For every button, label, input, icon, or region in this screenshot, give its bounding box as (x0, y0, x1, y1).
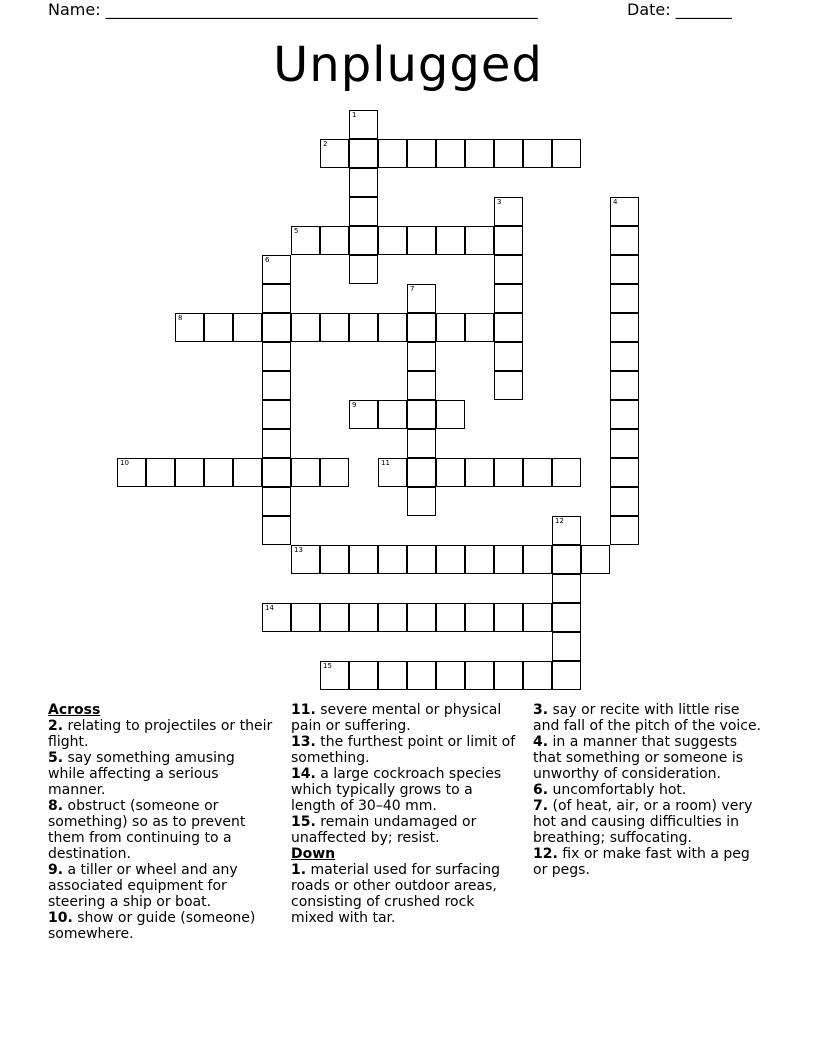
grid-cell[interactable] (378, 661, 407, 690)
grid-cell[interactable] (465, 545, 494, 574)
clue-number: 12 (555, 517, 564, 525)
grid-cell[interactable] (407, 487, 436, 516)
clue-num: 2. (48, 718, 64, 734)
grid-cell[interactable] (378, 545, 407, 574)
clue-text: uncomfortably hot. (548, 782, 687, 798)
clue-number: 15 (323, 662, 332, 670)
grid-cell[interactable] (610, 487, 639, 516)
grid-cell[interactable] (233, 458, 262, 487)
grid-cell[interactable] (465, 458, 494, 487)
grid-cell[interactable] (610, 458, 639, 487)
grid-cell[interactable] (233, 313, 262, 342)
clue-number: 8 (178, 314, 183, 322)
grid-cell[interactable] (349, 168, 378, 197)
grid-cell[interactable] (610, 516, 639, 545)
clue-text: fix or make fast with a peg or pegs. (533, 846, 750, 878)
grid-cell[interactable] (262, 342, 291, 371)
grid-cell[interactable] (407, 661, 436, 690)
grid-cell[interactable] (349, 255, 378, 284)
clue-number: 10 (120, 459, 129, 467)
clue-num: 8. (48, 798, 64, 814)
across-clue (48, 798, 273, 862)
grid-cell[interactable] (349, 197, 378, 226)
grid-cell[interactable] (494, 255, 523, 284)
grid-cell[interactable] (262, 284, 291, 313)
grid-cell[interactable] (407, 139, 436, 168)
grid-cell[interactable] (610, 313, 639, 342)
grid-cell[interactable] (465, 139, 494, 168)
grid-cell[interactable] (610, 197, 639, 226)
grid-cell[interactable] (494, 226, 523, 255)
grid-cell[interactable] (436, 400, 465, 429)
grid-cell[interactable] (378, 139, 407, 168)
clue-text: obstruct (someone or something) so as to prevent them from continuing to a destination. (48, 798, 246, 862)
grid-cell[interactable] (465, 313, 494, 342)
clue-number: 5 (294, 227, 299, 235)
clue-text: relating to projectiles or their flight. (48, 718, 273, 750)
grid-cell[interactable] (494, 197, 523, 226)
grid-cell[interactable] (494, 371, 523, 400)
down-clue (533, 798, 768, 846)
grid-cell[interactable] (494, 661, 523, 690)
across-clue (48, 750, 273, 798)
clue-text: in a manner that suggests that something or someone is unworthy of consideration. (533, 734, 744, 782)
clue-num: 7. (533, 798, 549, 814)
grid-cell[interactable] (175, 313, 204, 342)
grid-cell[interactable] (320, 313, 349, 342)
date-blank: _______ (675, 0, 732, 19)
grid-cell[interactable] (494, 139, 523, 168)
grid-cell[interactable] (610, 371, 639, 400)
clue-text: severe mental or physical pain or suffering. (291, 702, 502, 734)
across-clue (291, 814, 516, 846)
grid-cell[interactable] (262, 603, 291, 632)
clue-num: 9. (48, 862, 64, 878)
down-heading: Down (291, 846, 336, 862)
clue-num: 14. (291, 766, 316, 782)
clue-text: show or guide (someone) somewhere. (48, 910, 256, 942)
clue-text: (of heat, air, or a room) very hot and causing difficulties in breathing; suffocating. (533, 798, 753, 846)
grid-cell[interactable] (320, 226, 349, 255)
grid-cell[interactable] (349, 661, 378, 690)
across-heading: Across (48, 702, 101, 718)
grid-cell[interactable] (523, 139, 552, 168)
grid-cell[interactable] (349, 110, 378, 139)
grid-cell[interactable] (552, 458, 581, 487)
grid-cell[interactable] (349, 139, 378, 168)
clue-num: 13. (291, 734, 316, 750)
down-clue (533, 782, 768, 798)
grid-cell[interactable] (552, 574, 581, 603)
grid-cell[interactable] (552, 632, 581, 661)
across-clue (291, 702, 516, 734)
grid-cell[interactable] (610, 429, 639, 458)
grid-cell[interactable] (552, 661, 581, 690)
grid-cell[interactable] (610, 255, 639, 284)
grid-cell[interactable] (610, 226, 639, 255)
grid-cell[interactable] (320, 458, 349, 487)
grid-cell[interactable] (581, 545, 610, 574)
clue-number: 14 (265, 604, 274, 612)
grid-cell[interactable] (320, 603, 349, 632)
grid-cell[interactable] (117, 458, 146, 487)
grid-cell[interactable] (610, 342, 639, 371)
grid-cell[interactable] (523, 545, 552, 574)
grid-cell[interactable] (378, 313, 407, 342)
clue-number: 2 (323, 140, 328, 148)
grid-cell[interactable] (494, 342, 523, 371)
name-label: Name: (48, 0, 101, 19)
clue-text: a large cockroach species which typically grows to a length of 30–40 mm. (291, 766, 502, 814)
clue-number: 4 (613, 198, 618, 206)
name-blank: ______________________________________________________ (105, 0, 538, 19)
grid-cell[interactable] (407, 226, 436, 255)
grid-cell[interactable] (436, 226, 465, 255)
clues-column-2 (291, 702, 516, 926)
clue-number: 1 (352, 111, 357, 119)
grid-cell[interactable] (436, 139, 465, 168)
grid-cell[interactable] (378, 400, 407, 429)
grid-cell[interactable] (378, 458, 407, 487)
clue-text: a tiller or wheel and any associated equipment for steering a ship or boat. (48, 862, 238, 910)
grid-cell[interactable] (552, 516, 581, 545)
grid-cell[interactable] (320, 545, 349, 574)
grid-cell[interactable] (291, 313, 320, 342)
clue-text: the furthest point or limit of something. (291, 734, 516, 766)
grid-cell[interactable] (494, 545, 523, 574)
clue-num: 6. (533, 782, 549, 798)
grid-cell[interactable] (262, 516, 291, 545)
grid-cell[interactable] (291, 545, 320, 574)
grid-cell[interactable] (465, 603, 494, 632)
clue-num: 12. (533, 846, 558, 862)
grid-cell[interactable] (610, 400, 639, 429)
grid-cell[interactable] (407, 545, 436, 574)
grid-cell[interactable] (407, 429, 436, 458)
grid-cell[interactable] (407, 371, 436, 400)
across-clue (48, 910, 273, 942)
grid-cell[interactable] (204, 313, 233, 342)
grid-cell[interactable] (610, 284, 639, 313)
clue-number: 11 (381, 459, 390, 467)
grid-cell[interactable] (378, 603, 407, 632)
grid-cell[interactable] (407, 458, 436, 487)
clue-number: 9 (352, 401, 357, 409)
grid-cell[interactable] (436, 545, 465, 574)
grid-cell[interactable] (262, 255, 291, 284)
down-clue (291, 862, 516, 926)
grid-cell[interactable] (436, 313, 465, 342)
clue-number: 3 (497, 198, 502, 206)
clue-text: remain undamaged or unaffected by; resist. (291, 814, 477, 846)
date-label: Date: (627, 0, 671, 19)
clue-number: 7 (410, 285, 415, 293)
grid-cell[interactable] (349, 226, 378, 255)
across-clue (291, 766, 516, 814)
grid-cell[interactable] (349, 400, 378, 429)
clue-num: 5. (48, 750, 64, 766)
clue-text: say or recite with little rise and fall of the pitch of the voice. (533, 702, 762, 734)
grid-cell[interactable] (262, 371, 291, 400)
grid-cell[interactable] (407, 400, 436, 429)
grid-cell[interactable] (494, 284, 523, 313)
across-clue (48, 718, 273, 750)
grid-cell[interactable] (262, 400, 291, 429)
grid-cell[interactable] (320, 139, 349, 168)
grid-cell[interactable] (291, 603, 320, 632)
grid-cell[interactable] (378, 226, 407, 255)
across-clue (48, 862, 273, 910)
puzzle-title: Unplugged (273, 37, 543, 93)
grid-cell[interactable] (436, 458, 465, 487)
grid-cell[interactable] (523, 603, 552, 632)
grid-cell[interactable] (494, 313, 523, 342)
clue-num: 4. (533, 734, 549, 750)
clue-number: 6 (265, 256, 270, 264)
grid-cell[interactable] (523, 458, 552, 487)
grid-cell[interactable] (349, 545, 378, 574)
grid-cell[interactable] (407, 313, 436, 342)
grid-cell[interactable] (349, 603, 378, 632)
clues-column-1 (48, 702, 273, 942)
grid-cell[interactable] (465, 226, 494, 255)
clue-num: 3. (533, 702, 549, 718)
grid-cell[interactable] (175, 458, 204, 487)
grid-cell[interactable] (262, 458, 291, 487)
grid-cell[interactable] (523, 661, 552, 690)
grid-cell[interactable] (262, 429, 291, 458)
clue-num: 10. (48, 910, 73, 926)
grid-cell[interactable] (291, 226, 320, 255)
grid-cell[interactable] (204, 458, 233, 487)
grid-cell[interactable] (262, 313, 291, 342)
grid-cell[interactable] (552, 545, 581, 574)
grid-cell[interactable] (349, 313, 378, 342)
clue-num: 11. (291, 702, 316, 718)
clue-text: material used for surfacing roads or other outdoor areas, consisting of crushed rock mixed with tar. (291, 862, 500, 926)
grid-cell[interactable] (407, 603, 436, 632)
grid-cell[interactable] (291, 458, 320, 487)
down-clue (533, 846, 768, 878)
grid-cell[interactable] (320, 661, 349, 690)
down-clue (533, 734, 768, 782)
clue-text: say something amusing while affecting a serious manner. (48, 750, 235, 798)
down-clue (533, 702, 768, 734)
grid-cell[interactable] (262, 487, 291, 516)
grid-cell[interactable] (552, 139, 581, 168)
grid-cell[interactable] (407, 342, 436, 371)
grid-cell[interactable] (494, 458, 523, 487)
grid-cell[interactable] (552, 603, 581, 632)
grid-cell[interactable] (465, 661, 494, 690)
clue-number: 13 (294, 546, 303, 554)
grid-cell[interactable] (494, 603, 523, 632)
grid-cell[interactable] (407, 284, 436, 313)
clues-column-3 (533, 702, 768, 878)
clue-num: 1. (291, 862, 307, 878)
across-clue (291, 734, 516, 766)
clue-num: 15. (291, 814, 316, 830)
grid-cell[interactable] (436, 661, 465, 690)
grid-cell[interactable] (146, 458, 175, 487)
grid-cell[interactable] (436, 603, 465, 632)
